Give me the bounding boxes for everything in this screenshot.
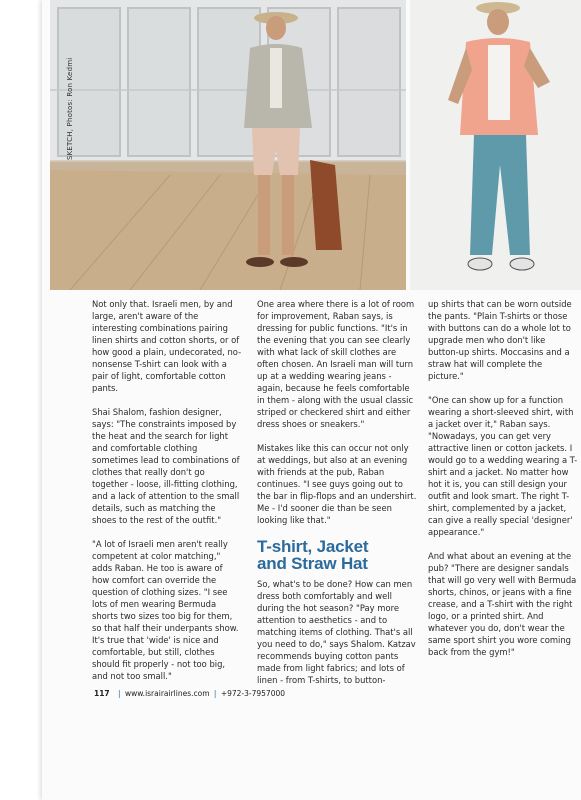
subheading-line-2: and Straw Hat	[257, 554, 368, 573]
page-footer	[94, 689, 285, 698]
subheading-line-1: T-shirt, Jacket	[257, 537, 369, 556]
paragraph: Shai Shalom, fashion designer, says: "The constraints imposed by the heat and the search for light and comfortable clothing sometimes lead to combinations of clothes that really don't go together - loose, ill-fitting clothing, and a lack of attention to the small details, such as matching the shoes to the rest of the outfit."	[92, 407, 240, 525]
photo-man-in-linen-jacket	[50, 0, 406, 290]
article-column-2	[257, 298, 417, 698]
paragraph: up shirts that can be worn outside the pants. "Plain T-shirts or those with buttons can do a whole lot to upgrade men who don't like button-up shirts. Moccasins and a straw hat will complete the picture."	[428, 299, 572, 381]
footer-separator: |	[118, 689, 121, 698]
footer-separator: |	[213, 689, 217, 698]
photo-man-in-pink-shirt	[410, 0, 581, 290]
paragraph: And what about an evening at the pub? "There are designer sandals that will go very well with Bermuda shorts, chinos, or jeans with a fine crease, and a T-shirt with the right logo, or a printed shirt. And whatever you do, don't wear the same sport shirt you wore coming back from the gym!"	[428, 551, 577, 657]
photo-credit: SKETCH, Photos: Ron Kedmi	[66, 57, 74, 160]
paragraph: One area where there is a lot of room for improvement, Raban says, is dressing for public functions. "It's in the evening that you can see clearly with what lack of skill clothes are often chosen. An Israeli man will turn up at a wedding wearing jeans - again, because he feels comfortable in them - along with the usual classic striped or checkered shirt and either dress shoes or sneakers."	[257, 299, 415, 429]
paragraph: Not only that. Israeli men, by and large, aren't aware of the interesting combinations pairing linen shirts and cotton shorts, or of how good a plain, undecorated, no-nonsense T-shirt can look with a pair of light, comfortable cotton pants.	[92, 299, 242, 393]
fashion-photo-spread	[50, 0, 581, 290]
footer-phone: +972-3-7957000	[220, 689, 286, 698]
article-column-3	[428, 298, 578, 670]
article-column-1	[92, 298, 242, 694]
paragraph: "One can show up for a function wearing a short-sleeved shirt, with a jacket over it," Raban says. "Nowadays, you can get very attractive linen or cotton jackets. I would go to a wedding wearing a T-shirt and a jacket. No matter how hot it is, you can still design your outfit and look smart. The right T-shirt, complemented by a jacket, can give a really special 'designer' appearance."	[428, 395, 578, 537]
section-subheading	[257, 538, 417, 572]
paragraph: So, what's to be done? How can men dress both comfortably and well during the hot season? "Pay more attention to aesthetics - and to matching items of clothing. That's all you need to do," says Shalom. Katzav recommends buying cotton pants made from light fabrics; and lots of linen - from T-shirts, to button-	[257, 579, 416, 685]
paragraph: Mistakes like this can occur not only at weddings, but also at an evening with friends at the pub, Raban continues. "I see guys going out to the bar in flip-flops and an undershirt. Me - I'd sooner die than be seen looking like that."	[257, 443, 417, 525]
paragraph: "A lot of Israeli men aren't really competent at color matching," adds Raban. He too is aware of how comfort can override the question of clothing sizes. "I see lots of men wearing Bermuda shorts two sizes too big for them, so that half their underpants show. It's true that 'wide' is nice and comfortable, but still, clothes should fit properly - not too big, and not too small."	[92, 539, 239, 681]
page-number: 117	[94, 689, 110, 698]
footer-website[interactable]: www.israirairlines.com	[124, 689, 210, 698]
